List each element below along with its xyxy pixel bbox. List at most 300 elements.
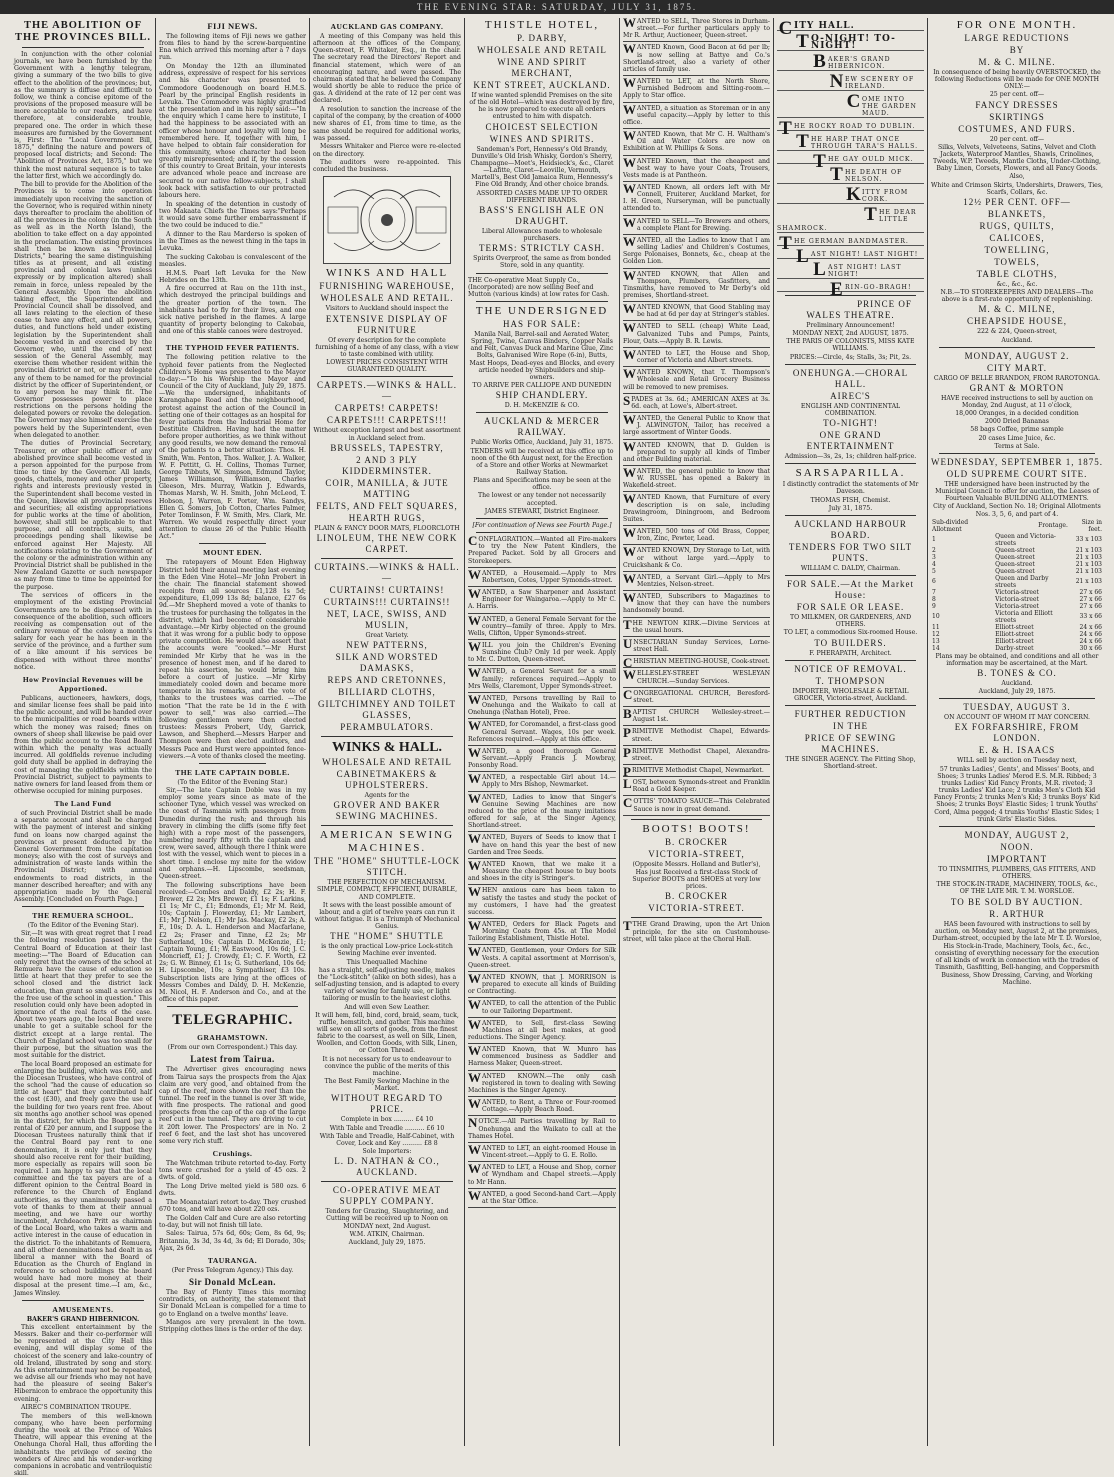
classified-ad — [623, 366, 770, 393]
classified-ad-text: ANTED, a Housemaid.—Apply to Mrs Robertson, Cotes, Upper Symonds-street. — [482, 569, 616, 584]
heading-land-fund: The Land Fund — [54, 799, 112, 809]
article-body-revenues — [14, 695, 152, 795]
classified-ad-text: ANTED to LET, the House and Shop, corner of Victoria and Albert streets. — [637, 349, 770, 365]
classified-ad — [468, 944, 616, 971]
playbill-line — [777, 31, 924, 51]
classified-ad — [623, 525, 770, 545]
classified-ad-text: ANTED Known, that Furniture of every description is on sale, including Drawingroom, Diningroom, and Bedroom Suites. — [623, 494, 770, 523]
paragraph: In speaking of the detention in custody of two Makaata Chiefs the Times says:"Perhaps it would save some further embarrassment if the two could be induced to die." — [159, 200, 306, 230]
paragraph: The Moanataiari retort to-day. They crushed 670 tons, and will have about 220 ozs. — [159, 1198, 306, 1213]
paragraph: The auditors were re-appointed. This concluded the business. — [313, 159, 461, 174]
classified-ad-text: ANTED, 500 tons of Old Brass, Copper, Iron, Zinc, Pewter, Lead. — [637, 528, 770, 543]
column-4 — [468, 18, 616, 1446]
ad-line: MONDAY, AUGUST 2, — [964, 829, 1070, 840]
ad-line: OLD SUPREME COURT SITE. — [946, 468, 1088, 479]
table-cell: 24 x 66 — [1079, 623, 1102, 631]
ad-line: Sandeman's Port, Hennessy's Old Brandy, Dunville's Old Irish Whisky, Gordon's Sherry, Champagne—Moet's, Heidsieck's, &c., Claret—Lafitte, Claret—Leoville, Vermouth, Martell's, Best Old Jamaica Rum, Hennessy's Fine Old Brandy, And other choice brands. — [470, 145, 614, 189]
drop-cap: U — [623, 635, 633, 651]
ad-line: B. CROCKER — [664, 891, 728, 902]
subheading-tauranga: (Per Press Telegram Agency.) This day. — [171, 1266, 294, 1274]
ad-line: TO LET, a commodious Six-roomed House. — [783, 629, 918, 637]
playbill-line — [777, 151, 924, 172]
classified-ad — [468, 1187, 616, 1208]
ad-line: CARPETS! CARPETS! — [334, 403, 440, 414]
classified-ad-text: ANTED KNOWN, that Allen and Thompson, Plumbers, Gasfitters, and Tinsmiths, have removed to Mr Derby's old premises, Shortland-street. — [623, 270, 770, 299]
ad-line: CARPETS.—WINKS & HALL.— — [316, 380, 457, 402]
table-row — [931, 603, 1103, 610]
playbill-text: ITY HALL. — [794, 21, 855, 31]
drop-cap: T — [623, 616, 632, 632]
paragraph: The local Board proposed an estimate for enlarging the building, which was £60, and the Diocesan Trustees, who have control of the school "had the cause of education so little at heart" that they contributed half the cost (£30), and freely gave the use of the building for two years rent free. About six months ago another school was opened in the district, for which the Board pay a rental of £20 per annum, and I suppose the Diocesan Trustees naturally think that if the Central Board pay rent to one denomination, it is only just that they should also receive rent for their building, more especially as repairs will soon be required. I am happy to say that the local committee and the tax payers are of a different opinion to the Central Board in reference to the Church of England authorities, as they unanimously passed a vote of thanks to them at their annual meeting, and we have our worthy incumbent, Archdeacon Pritt as chairman of the Local Board, who takes a warm and active interest in the cause of education in the district. To the inhabitants of Remuera, and all other denominations had dealt in as liberal a manner with the Board of Education as the Church of England in reference to school buildings the board would have had more money at their disposal at the present time.—I am, &c., James Winsley. — [14, 1060, 152, 1297]
table-cell: Darby-street — [995, 644, 1034, 652]
table-row — [931, 638, 1103, 645]
drop-cap: W — [623, 15, 636, 30]
drop-cap: W — [623, 544, 636, 560]
drop-cap: C — [623, 686, 633, 702]
playbill-text: ITTY FROM CORK. — [862, 189, 909, 203]
ad-line: SARSAPARILLA. — [795, 467, 906, 480]
article-body-sir-donald — [159, 1289, 306, 1333]
ad-line: CURTAINS.—WINKS & HALL.— — [314, 561, 460, 583]
drop-cap: B — [813, 51, 826, 72]
ad-line: TO ARRIVE PER CALLIOPE AND DUNEDIN — [472, 382, 612, 390]
drop-cap: W — [623, 667, 636, 683]
classified-ad — [623, 320, 770, 347]
ad-winks-hall-furnishing — [313, 267, 461, 373]
ad-line: July 31, 1875. — [828, 504, 873, 512]
playbill-line — [777, 91, 924, 118]
ad-line: The lowest or any tender not necessarily accepted. — [478, 492, 606, 507]
paragraph: Messrs Whitaker and Pierce were re-elected on the directory. — [313, 143, 461, 158]
classified-ad — [468, 566, 616, 587]
classified-ad — [468, 1161, 616, 1188]
table-row — [931, 554, 1103, 561]
ad-line: Preliminary Announcement! — [806, 322, 895, 329]
ad-line: REPS AND CRETONNES, — [327, 675, 447, 686]
classified-ad-text: ANTED to LET, an eight-roomed House in Vincent-street.—Apply to G. E. Rollo. — [482, 1144, 616, 1160]
ad-line: THE SINGER AGENCY. The Fitting Shop, Shortland-street. — [785, 755, 916, 771]
table-cell: Elliott-street — [995, 630, 1034, 638]
paragraph: A meeting of this Company was held this afternoon at the offices of the Company, Queen-street, F. Whitaker, Esq., in the chair. The secretary read the Directors' Report and financial statement, which were of an encouraging nature, and were passed. The chairman stated that he believed the Company would shortly be able to reduce the price of gas. A dividend at the rate of 12 per cent was declared. — [313, 33, 461, 105]
table-cell: 33 x 66 — [1079, 613, 1102, 621]
ad-crocker-boots — [623, 823, 770, 915]
ad-line: PLAIN & FANCY DOOR MATS, FLOORCLOTH — [314, 524, 460, 532]
ad-meat-supply — [468, 277, 616, 298]
drop-cap: W — [468, 586, 481, 602]
ad-line: WITHOUT REGARD TO PRICE. — [331, 1093, 443, 1115]
ad-line: MONDAY, AUGUST 2. — [964, 350, 1070, 361]
ad-line: TENDERS will be received at this office up to noon of the 6th August next, for the Erection of a Store and other Works at Newmarket Railway Station. — [470, 447, 614, 476]
ad-line: WINKS & HALL. — [331, 740, 443, 756]
ad-sarsaparilla — [777, 467, 924, 512]
classified-ad-text: NSECTARIAN Sunday Services, Lorne-street Hall. — [633, 638, 770, 654]
paragraph: The duties of Provincial Secretary, Treasurer, or other public officer of any abolished province shall become vested in a person appointed for the purpose from time to time by the Governor. All lands, goods, chattels, money and other property, rights and interests previously vested in the Superintendent shall become vested in the Queen, likewise all provincial reserves and securities; all existing appropriations for public works at the time of abolition, however, shall still be applicable to that purpose, and all contracts, suits, and proceedings pending shall likewise be enforced against Her Majesty. All notifications relating to the Government of the colony or the administration within any Provincial District shall be published in the New Zealand Gazette or such newspaper as may from time to time be appointed for the purpose. — [14, 440, 152, 591]
column-rule — [309, 18, 310, 1446]
classified-ad — [623, 75, 770, 102]
paragraph: The ratepayers of Mount Eden Highway District held their annual meeting last evening in the Eden Vine Hotel—Mr John Probert in the chair. The financial statement showed receipts from all sources £1,128 1s 5d; expenditure, £1,099 13s 8d; balance, £27 6s 9d.—Mr Shepherd moved a vote of thanks to the trustees for purchasing the tollgates in the district, which had become of considerable advantage.—Mr Kirby objected on the ground that it was wrong for a public body to oppose private competition. He would also assert that the accounts were "cooked."—Mr Hurst reminded Mr Kirby that he was in the presence of honest men, and if he dared to repeat his assertion, he would bring him before a court of justice. —Mr Kirby immediately cooled down and became more temperate in his remarks, and the vote of thanks to the trustees was carried. —The motion "That the rate be 1d in the £ with power to sell," was also carried.—The following gentlemen were then elected trustees: Messrs Probert, Udy, Garrick, Lawson, and Shepherd.—Messrs Harper and Thompson were then elected auditors, and Messrs Pace and Hurst were appointed fence-viewers.—A vote of thanks closed the meeting. — [159, 559, 306, 760]
paragraph: The Watchman tribute retorted to-day. Forty tons were crushed for a yield of 45 ozs. 2 dwts. of gold. — [159, 1160, 306, 1182]
column-rule — [927, 18, 928, 1446]
table-cell: 33 x 103 — [1075, 536, 1102, 544]
drop-cap: W — [623, 346, 636, 362]
ad-tones-co — [931, 653, 1103, 696]
article-body-mount-eden — [159, 559, 306, 759]
classified-ad — [468, 831, 616, 858]
drop-cap: W — [623, 180, 636, 196]
table-cell: Queen-street — [995, 553, 1035, 561]
drop-cap: W — [623, 570, 636, 586]
allotments-table — [931, 519, 1103, 652]
ad-line: With Table and Treadle, Half-Cabinet, with Cover, Lock and Key .......... £8 8 — [319, 1132, 455, 1147]
column-5 — [623, 15, 770, 1446]
ad-line: FANCY DRESSES — [975, 99, 1059, 110]
ad-line: GROVER AND BAKER SEWING MACHINES. — [333, 800, 441, 822]
ad-line: SILK AND WORSTED DAMASKS, — [335, 652, 439, 674]
table-cell: Queen and Victoria-streets — [995, 532, 1056, 547]
table-cell: 10 — [932, 613, 940, 621]
table-row — [931, 624, 1103, 631]
classified-ad — [623, 346, 770, 367]
column-3 — [313, 18, 461, 1446]
heading-tairua: Latest from Tairua. — [190, 1054, 275, 1065]
ad-thistle-hotel — [468, 19, 616, 270]
ad-line: ON ACCOUNT OF WHOM IT MAY CONCERN. — [944, 714, 1090, 722]
column-6 — [777, 18, 924, 1446]
drop-cap: W — [468, 997, 481, 1013]
ad-line: &c., &c., &c. — [996, 280, 1038, 288]
ad-line: BY — [1009, 45, 1025, 55]
table-cell: 2 — [932, 546, 936, 554]
ad-line: D. H. McKENZIE & CO. — [504, 402, 580, 410]
column-1 — [14, 18, 152, 1477]
ad-ship-chandlery — [468, 305, 616, 409]
drop-cap: L — [796, 246, 809, 267]
table-cell: 21 x 103 — [1075, 560, 1102, 568]
drop-cap: B — [623, 706, 632, 722]
drop-cap: W — [468, 790, 481, 806]
ad-line: CARPETS!!! CARPETS!!! — [326, 415, 448, 426]
paragraph: The Advertiser gives encouraging news from Tairua says the prospects from the Ajax claim are very good, and obtained from the cap of the reef, more shown the reef than the tunnel. The reef in the tunnel is over 3ft wide, with fine prospects. The rational and good prospects from the cap of the cap of the large reef cut in the tunnel. They are driving to cut it 20ft lower. The Prospectors' are in No. 2 reef 6 feet, and the last shot has uncovered some very rich stuff. — [159, 1066, 306, 1145]
drop-cap: W — [468, 665, 481, 681]
paragraph: A dinner to the Rau Marderso is spoken of in the Times as the newest thing in the taps in Levuka. — [159, 230, 306, 253]
classified-ad — [468, 586, 616, 613]
drop-cap: W — [623, 101, 636, 117]
ad-line: Spirits Overproof, the same as from bonded Store, sold in any quantity. — [473, 255, 611, 270]
drop-cap: W — [623, 525, 636, 541]
ad-line: has a straight, self-adjusting needle, makes the "Lock-stitch" (alike on both sides), has a self-adjusting tension, and is adapted to every variety of sewing for family use, or light tailoring or muslin to the heaviest cloths. — [314, 966, 460, 1003]
article-body-crushings — [159, 1160, 306, 1252]
ad-line: FOR SALE OR LEASE. — [796, 602, 905, 613]
classified-ad-text: ANTED, Orders for Black Pagets and Morning Coats from 45s. at The Model Tailoring Establishment, Thistle Hotel. — [468, 920, 616, 943]
classified-ad-text: ANTED KNOWN, that D. Gulden is prepared to supply all kinds of Timber and other Building material. — [623, 441, 770, 463]
classified-ad-text: HRISTIAN MEETING-HOUSE, Cook-street. — [633, 658, 770, 666]
table-cell: 21 x 103 — [1075, 553, 1102, 561]
playbill-line — [777, 51, 924, 71]
column-rule — [773, 18, 774, 1446]
ad-line: TABLE CLOTHS, — [976, 268, 1058, 279]
ad-line: And will even Sew Leather. — [344, 1003, 430, 1011]
classified-ad-text: ANTED, the general public to know that W. RUSSEL has opened a Bakery in Wakefield-street. — [623, 467, 770, 490]
playbill-text: AKER'S GRAND HIBERNICON. — [828, 56, 891, 70]
drop-cap: W — [623, 301, 636, 317]
playbill-line — [777, 71, 924, 91]
paragraph: Mangos are very prevalent in the town. Stripping clothes lines is the order of the day. — [159, 1319, 306, 1334]
classified-ad — [468, 718, 616, 745]
playbill-line — [777, 279, 924, 300]
classified-ad — [468, 533, 616, 568]
drop-cap: W — [623, 464, 636, 480]
classified-ad — [623, 233, 770, 269]
classified-ad-text: ANTED, a good thorough General Servant.—Apply Francis J. Mowbray, Ponsonby Road. — [468, 747, 616, 770]
paragraph: Publicans, auctioneers, hawkers, dogs, and similar license fees shall be paid into the public account, and will be handed over to the municipalities or road boards within which the money was raised; fines on owners of sheep shall likewise be paid over from the public account to the Road Board within which the penalty was actually incurred. All goldfields revenue including gold duty shall be applied in defraying the cost of managing the goldfields within the Provincial District, subject to payments to native owners for land leased from them or otherwise occupied for mining purposes. — [14, 694, 152, 795]
subheading-remuera: (To the Editor of the Evening Star). — [27, 922, 139, 930]
column-rule — [155, 18, 156, 1446]
heading-fiji-news: FIJI NEWS. — [207, 21, 258, 31]
drop-cap: W — [623, 412, 636, 428]
ad-line: RUGS, QUILTS, — [979, 220, 1055, 231]
classified-ad — [623, 795, 770, 815]
playbill-text: HE DEAR LITTLE SHAMROCK. — [777, 209, 917, 232]
ad-line: TOWELS, — [994, 256, 1040, 267]
classified-ad-text: ONGREGATIONAL CHURCH, Beresford-street. — [633, 689, 770, 704]
playbill-text: O-NIGHT! TO-NIGHT! — [811, 34, 896, 51]
article-body-typhoid — [159, 354, 306, 540]
ad-line: MONDAY NEXT, 2nd AUGUST, 1875. — [792, 330, 909, 338]
classified-ad — [468, 612, 616, 640]
ad-line: CURTAINS!!! CURTAINS!! — [323, 596, 451, 607]
paragraph: The sucking Cakobau is convalescent of the measles. — [159, 253, 306, 268]
letter-captain-doble — [159, 787, 306, 1003]
drop-cap: K — [846, 184, 861, 205]
ad-city-mart — [931, 351, 1103, 450]
playbill-text: EW SCENERY OF IRELAND. — [845, 76, 915, 90]
drop-cap: W — [623, 41, 636, 57]
ornamental-crest-icon — [324, 177, 450, 263]
classified-ad-text: OST, between Symonds-street and Franklin Road a Gold Keeper. — [632, 779, 770, 794]
classified-ad — [623, 412, 770, 439]
article-title-abolition: THE ABOLITION OF THE PROVINCES BILL. — [15, 20, 151, 43]
classified-ad — [623, 438, 770, 466]
ad-line: TO MILKMEN, OR GARDENERS, AND OTHERS. — [789, 614, 912, 629]
drop-cap: P — [623, 725, 631, 741]
ad-line: 20 per cent. off— — [989, 135, 1045, 143]
drop-cap: C — [623, 655, 633, 671]
classified-ad — [623, 101, 770, 129]
paragraph: The following items of Fiji news we gather from files to hand by the screw-barquentine Ena which arrived this morning after a 7 days run. — [159, 33, 306, 62]
ad-line: EXTENSIVE DISPLAY OF FURNITURE — [325, 313, 449, 335]
ad-line: TERMS: STRICTLY CASH. — [478, 243, 606, 254]
playbill-text: AST NIGHT! LAST NIGHT! — [811, 251, 919, 258]
table-cell: 21 x 103 — [1075, 567, 1102, 575]
paragraph: Sales: Tairua, 57s 6d, 60s; Gem, 8s 6d, 9s; Britannia, 3s 3d, 3s 4d, 3s 6d; El Dorado, 30s; Ajax, 2s 6d. — [159, 1230, 306, 1252]
ad-prince-of-wales-theatre — [777, 299, 924, 361]
playbill-line — [777, 204, 924, 233]
ad-milne-reductions — [931, 19, 1103, 344]
ad-line: P. DARBY, — [516, 33, 568, 43]
classified-ad — [468, 857, 616, 885]
ad-line: It is not necessary for us to endeavour to convince the public of the merits of this machine. — [322, 1055, 452, 1077]
paragraph: The Bay of Plenty Times this morning contradicts, on authority, the statement that Sir Donald McLean is compelled for a time to go to England on a twelve months' leave. — [159, 1289, 306, 1318]
drop-cap: W — [468, 691, 481, 707]
playbill-line — [777, 233, 924, 254]
table-cell: 3 — [932, 553, 936, 561]
heading-amusements: AMUSEMENTS. — [52, 1304, 114, 1314]
ad-line: THE PERFECTION OF MECHANISM. SIMPLE, COMPACT, EFFICIENT, DURABLE, AND COMPLETE. — [316, 879, 458, 901]
article-body-land-fund — [14, 810, 152, 903]
classified-ad-text: ANTED to SELL, Three Stores in Durham-street.—For further particulars apply to Mr R. Arthur, Auctioneer, Queen-street. — [623, 18, 770, 40]
ad-line: CITY MART. — [987, 362, 1047, 373]
paragraph: of such Provincial District shall be made a separate account and shall be charged with the payment of interest and sinking fund on loans now charged against the provinces at present deducted by the General Government from the capitation moneys; also with the cost of surveys and administration of waste lands within the Provincial District; with annual endowments to road districts, in the manner described hereafter; and with any appropriation made by the General Assembly. [Concluded on Fourth Page.] — [14, 810, 152, 903]
ad-line: Visitors to Auckland should inspect the — [325, 305, 449, 313]
table-cell: 27 x 66 — [1079, 602, 1102, 610]
ad-line: NEW PATTERNS, — [346, 640, 428, 651]
ad-line: IMPORTANT — [986, 853, 1048, 864]
ad-isaacs-auction — [931, 702, 1103, 823]
drop-cap: W — [468, 1096, 481, 1112]
classified-ad — [623, 744, 770, 765]
table-cell: 27 x 66 — [1079, 595, 1102, 603]
article-body-abolition — [14, 51, 152, 671]
paragraph: Sir,—The late Captain Doble was in my employ some years since as mate of the schooner Tyne, which vessel was wrecked on the coast of Tasmania with passengers from Dunedin during the rush; and through his bravery in climbing the cliffs (some fifty feet high) with a rope most of the passengers, numbering nearly fifty with the captain and crew, were saved, although there I think were lost with the vessel, which went to pieces in a short time. I enclose my mite for the widow and orphans.—H. Lipscombe, seedsman, Queen-street. — [159, 787, 306, 880]
classified-ad — [623, 725, 770, 745]
drop-cap: T — [830, 164, 843, 185]
ad-line: City of Auckland, Section No. 18; Original Allotments Nos. 3, 5, 6, and part of 4. — [933, 503, 1101, 518]
playbill-line — [777, 18, 924, 39]
ad-line: AUCKLAND HARBOUR BOARD. — [794, 518, 907, 540]
ad-grand-drawing: TTHE Grand Drawing, upon the Art Union principle, for the site on Customhouse-street, will take place at the Choral Hall. — [623, 918, 770, 943]
ad-notice-of-removal — [777, 664, 924, 702]
ad-line: THE Co-operative Meat Supply Co., (Incorporated) are now selling Beef and Mutton (various kinds) at low rates for Cash. — [468, 276, 610, 298]
table-cell: Victoria and Elliott streets — [995, 609, 1053, 624]
drop-cap: P — [623, 763, 631, 779]
ad-line: CABINETMAKERS & UPHOLSTERERS. — [336, 769, 438, 791]
drop-cap: T — [796, 31, 809, 52]
column-rule — [464, 18, 465, 1446]
ad-line: NOON. — [1000, 841, 1034, 852]
drop-cap: C — [778, 18, 793, 39]
ad-line: Auckland. — [1001, 680, 1033, 687]
ad-line: In consequence of being heavily OVERSTOCKED, the following Reductions will be made for ONE MONTH ONLY:— — [933, 69, 1101, 91]
drop-cap: L — [623, 776, 632, 792]
classified-ad — [623, 267, 770, 303]
classified-ad — [468, 665, 616, 692]
ad-line: I distinctly contradict the statements of Mr Daveson. — [782, 481, 919, 496]
drop-cap: T — [864, 204, 877, 225]
classified-ads-list — [623, 15, 770, 816]
table-row — [931, 589, 1103, 596]
classified-ad — [623, 763, 770, 779]
table-cell: 7 — [932, 588, 936, 596]
playbill-line — [777, 118, 924, 139]
table-row — [931, 547, 1103, 554]
classified-ad — [623, 570, 770, 591]
drop-cap: W — [468, 1069, 481, 1085]
table-cell: 6 — [932, 578, 936, 586]
classified-ad-text: ANTED, Gentlemen, your Orders for Silk Vests. A capital assortment at Morrison's, Queen-street. — [468, 947, 616, 969]
playbill-text: HE HARP THAT ONCE THROUGH TARA'S HALLS. — [811, 136, 919, 150]
ad-further-reduction — [777, 709, 924, 770]
classified-ad — [623, 464, 770, 492]
drop-cap: W — [623, 154, 636, 170]
playbill-text: HE DEATH OF NELSON. — [845, 169, 903, 183]
ad-line: FELTS, AND FELT SQUARES, — [316, 500, 458, 511]
playbill-line — [777, 164, 924, 184]
drop-cap: W — [468, 1043, 481, 1059]
ad-line: His Stock-in-Trade, Machinery, Tools, &c., &c., consisting of everything necessary for the execution of all kinds of work in connection with the trades of Tinsmith, Gasfitting, Bell-hanging, and Coppersmith Business, Show Dressing, Carving, and Working Machine. — [934, 942, 1100, 986]
paragraph: The following subscriptions have been received:—Combes and Daldy, £2 2s; H. F. Brewer, £2 2s; Mrs Brewer, £1 1s; F. Larkins, £1 1s; Mr C., £1; Edmonds, £1; Mr M. Reid, 10s; Captain J. Flowerday, £1; Mr Lambert, £1; Mr J. Nelson, £1; Mr Jas. Mackay, £2 2s; A. F., 10s; D. A. L. Henderson and Macfarlane, £2 2s; Fraser and Tinne, £2 2s; Mr Sutherland, 10s; Captain D. McKenzie, £1; Captain Young, £1; W. Eastwood, 10s 6d; J. C. Moncrieff, £1; J. Crowdy, £1; C. F. Worth, £2 2s; G. W. Binney, £1 1s; G. Sutherland, 10s 6d; H. Lipscombe, 10s; a Sympathiser, £3 10s. Subscription lists are lying at the offices of Messrs Combes and Daldy, D. H. McKenzie, M. Nicol, H. F. Anderson and Co., and at the office of this paper. — [159, 881, 306, 1004]
classified-ad-text: ANTED, Subscribers to Magazines to know that they can have the numbers handsomely bound. — [623, 593, 770, 615]
classified-ad — [468, 790, 616, 833]
playbill-line — [777, 131, 924, 151]
ad-line: THOMAS FISH, Chemist. — [810, 496, 891, 504]
ad-line: Plans may be obtained, and conditions and all other information may be ascertained, at the Mart. — [935, 652, 1099, 667]
classified-ad — [623, 655, 770, 671]
classified-ad-text: ANTED KNOWN, Dry Storage to Let, with or without large yard.—Apply to Cruickshank & Co. — [623, 547, 770, 569]
ad-line: EX FORFARSHIRE, FROM LONDON. — [954, 722, 1080, 744]
continuation-note: [For continuation of News see Fourth Page.] — [472, 521, 612, 529]
ad-line: 25 per cent. off— — [989, 91, 1045, 99]
classified-ad — [468, 1115, 616, 1142]
classified-ad-text: OTTIS' TOMATO SAUCE—This Celebrated Sauce is now in great demand. — [633, 798, 770, 813]
ad-line: LARGE REDUCTIONS — [964, 33, 1070, 43]
table-cell: Queen and Darby streets — [995, 574, 1049, 589]
classified-ad-text: RIMITIVE Methodist Chapel, Newmarket. — [631, 766, 764, 774]
classified-ad-text: ANTED, to call the attention of the Public to our Tailoring Department. — [482, 1000, 616, 1015]
drop-cap: W — [468, 1016, 481, 1032]
ad-line: Plans and Specifications may be seen at the office. — [473, 477, 611, 492]
table-header-cell: Frontage. — [1038, 522, 1068, 530]
drop-cap: E — [830, 279, 843, 300]
ad-line: GRANT & MORTON — [969, 382, 1065, 393]
drop-cap: W — [468, 917, 481, 933]
classified-ad-text: PADES at 3s. 6d.; AMERICAN AXES at 3s. 6d. each, at Lowe's, Albert-street. — [631, 395, 770, 410]
ad-line: Agents for the — [364, 792, 410, 800]
paragraph: On Monday the 12th an illuminated address, expressive of respect for his services and his character was presented to Commodore Goodenough on board H.M.S. Pearl by the principal English residents in Levuka. The Commodore was highly gratified at the presentation and in his reply said:—"In the enquiry which I came here to institute, I had the happiness to be associated with an officer whose honour and loyalty will long be remembered here. If, together with him, I have helped to obtain fair consideration for this community, whose character had been greatly misrepresented; and if, by the cession of this country to Great Britain, your interests are advanced whole peace and increase are secured to our native fellow-subjects, I shall look back with satisfaction to our protracted labours here. — [159, 63, 306, 199]
classified-ad — [468, 638, 616, 666]
drop-cap: C — [846, 91, 861, 112]
drop-cap: C — [623, 795, 633, 811]
subheading-doble: (To the Editor of the Evening Star.) — [177, 778, 288, 786]
ad-line: WEDNESDAY, SEPTEMBER 1, 1875. — [931, 456, 1104, 467]
drop-cap: T — [796, 131, 809, 152]
drop-cap: W — [468, 744, 481, 760]
ad-line: is the only practical Low-price Lock-stitch Sewing Machine ever invented. — [321, 943, 453, 958]
classified-ad-text: ANTED, Ladies to know that Singer's Genuine Sewing Machines are now reduced to the price of the many imitations offered for sale, at the Singer Agency, Shortland-street. — [468, 793, 616, 830]
classified-ad — [623, 776, 770, 796]
classified-ad-text: ANTED, for Coromandel, a first-class good General Servant. Wages, 10s per week. References required.—Apply at this office. — [468, 721, 616, 743]
classified-ad — [623, 635, 770, 656]
classified-ad — [623, 667, 770, 687]
classified-ad — [468, 997, 616, 1017]
classified-ad — [623, 301, 770, 321]
ad-line: TO BUILDERS. — [814, 637, 887, 648]
masthead: THE EVENING STAR: SATURDAY, JULY 31, 1875. — [0, 0, 1114, 14]
ad-line: It sews with the least possible amount of labour, and a girl of twelve years can run it without fatigue. It is a Triumph of Mechanical Genius. — [314, 901, 460, 931]
classified-ad — [623, 41, 770, 76]
ad-line: CALICOES, — [989, 232, 1045, 243]
classified-ad-text: HE NEWTON KIRK.—Divine Services at the usual hours. — [632, 619, 770, 634]
ad-line: Auckland. — [1001, 336, 1033, 344]
classified-ad — [623, 491, 770, 526]
ad-line: THISTLE HOTEL, — [484, 19, 600, 31]
table-cell: Queen-street — [995, 567, 1035, 575]
ad-line: PRICE OF SEWING MACHINES. — [804, 732, 897, 754]
classified-ad-text: ANTED, a good Second-hand Cart.—Apply at the Star Office. — [482, 1190, 616, 1205]
drop-cap: W — [623, 75, 636, 91]
ad-line: LOWEST PRICES CONSISTENT WITH GUARANTEED QUALITY. — [326, 359, 448, 374]
column-7 — [931, 18, 1103, 1446]
ad-line: Auckland, July 29, 1875. — [348, 1238, 426, 1246]
